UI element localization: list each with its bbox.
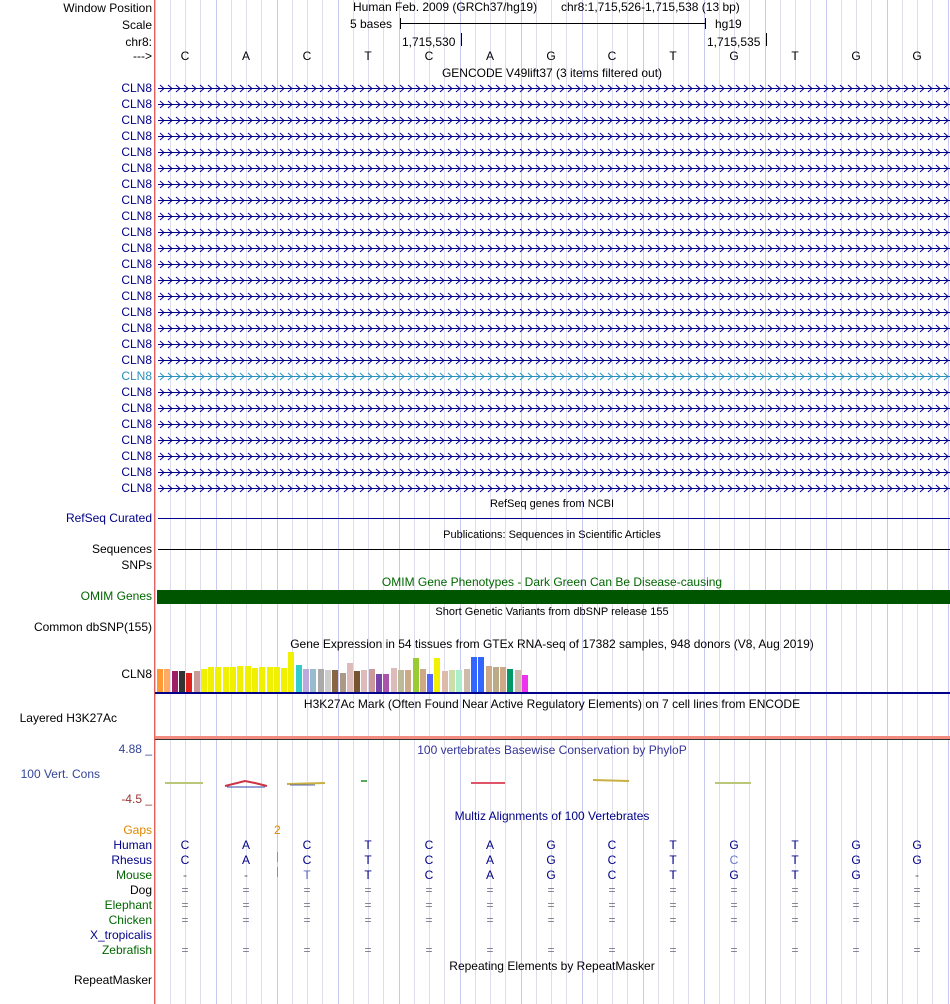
- gaps-label: Gaps: [123, 823, 152, 837]
- gene-row-label[interactable]: CLN8: [121, 225, 152, 239]
- alignment-base: T: [669, 868, 677, 882]
- reference-base: T: [791, 49, 799, 63]
- gtex-tissue-bar[interactable]: [288, 652, 294, 692]
- reference-base: T: [669, 49, 677, 63]
- alignment-base: G: [851, 853, 861, 867]
- gtex-tissue-bar[interactable]: [194, 671, 200, 692]
- alignment-base: =: [669, 943, 677, 957]
- alignment-base: -: [183, 868, 187, 882]
- gtex-tissue-bar[interactable]: [215, 667, 221, 692]
- phylop-label[interactable]: 100 Vert. Cons: [20, 767, 100, 781]
- gene-feature-bar[interactable]: [158, 244, 950, 253]
- window-position-label: Window Position: [63, 1, 152, 15]
- alignment-base: =: [730, 943, 738, 957]
- assembly-title: Human Feb. 2009 (GRCh37/hg19): [353, 0, 538, 14]
- gtex-tissue-bar[interactable]: [434, 658, 440, 692]
- gene-row-label[interactable]: CLN8: [121, 369, 152, 383]
- gtex-tissue-bar[interactable]: [376, 674, 382, 692]
- gene-feature-bar[interactable]: [158, 196, 950, 205]
- gtex-tissue-bar[interactable]: [361, 670, 367, 692]
- gtex-tissue-bar[interactable]: [486, 666, 492, 692]
- gene-feature-bar[interactable]: [158, 100, 950, 109]
- phylop-segment: [225, 781, 267, 786]
- alignment-base: =: [608, 883, 616, 897]
- alignment-base: T: [364, 838, 372, 852]
- reference-base: T: [364, 49, 372, 63]
- alignment-base: =: [669, 913, 677, 927]
- gene-feature-bar[interactable]: [158, 116, 950, 125]
- gtex-tissue-bar[interactable]: [267, 667, 273, 692]
- dbsnp-label[interactable]: Common dbSNP(155): [33, 620, 152, 634]
- alignment-base: =: [425, 898, 433, 912]
- gtex-tissue-bar[interactable]: [340, 673, 346, 692]
- alignment-base: T: [669, 838, 677, 852]
- gtex-tissue-bar[interactable]: [179, 671, 185, 692]
- alignment-base: T: [303, 868, 311, 882]
- gene-row-label[interactable]: CLN8: [121, 465, 152, 479]
- alignment-base: =: [791, 913, 799, 927]
- gtex-tissue-bar[interactable]: [157, 669, 163, 692]
- gene-feature-bar[interactable]: [158, 420, 950, 429]
- alignment-base: =: [425, 943, 433, 957]
- omim-bar[interactable]: [157, 590, 950, 604]
- gtex-tissue-bar[interactable]: [208, 667, 214, 692]
- alignment-base: C: [180, 838, 190, 852]
- gtex-tissue-bar[interactable]: [456, 670, 462, 692]
- gtex-baseline: [155, 692, 950, 694]
- alignment-base: T: [791, 853, 799, 867]
- alignment-base: =: [730, 883, 738, 897]
- alignment-base: =: [303, 943, 311, 957]
- alignment-base: =: [364, 913, 372, 927]
- alignment-base: =: [303, 898, 311, 912]
- phylop-wiggle[interactable]: [155, 770, 950, 795]
- h3k27ac-baseline: [155, 739, 950, 740]
- refseq-line[interactable]: [158, 518, 950, 519]
- coord-1: 1,715,530: [402, 35, 456, 49]
- snps-label[interactable]: SNPs: [121, 558, 152, 572]
- alignment-base: =: [547, 883, 555, 897]
- gene-feature-bar[interactable]: [158, 292, 950, 301]
- species-label: Dog: [129, 883, 152, 897]
- reference-base: C: [180, 49, 190, 63]
- alignment-base: =: [852, 898, 860, 912]
- gene-feature-bar[interactable]: [158, 340, 950, 349]
- gene-feature-bar[interactable]: [158, 260, 950, 269]
- gene-row-label[interactable]: CLN8: [121, 481, 152, 495]
- repeatmasker-label[interactable]: RepeatMasker: [73, 973, 152, 987]
- gtex-tissue-bar[interactable]: [420, 669, 426, 692]
- alignment-base: =: [547, 898, 555, 912]
- strand-label: --->: [133, 49, 152, 63]
- gene-feature-bar[interactable]: [158, 324, 950, 333]
- gencode-title: GENCODE V49lift37 (3 items filtered out): [441, 66, 663, 80]
- species-label: X_tropicalis: [89, 928, 152, 942]
- alignment-base: T: [791, 868, 799, 882]
- gene-feature-bar[interactable]: [158, 484, 950, 493]
- gtex-tissue-bar[interactable]: [274, 667, 280, 692]
- alignment-base: =: [425, 913, 433, 927]
- gtex-gene-label[interactable]: CLN8: [121, 667, 152, 681]
- gene-row-label[interactable]: CLN8: [121, 129, 152, 143]
- omim-label[interactable]: OMIM Genes: [80, 589, 152, 603]
- h3k27ac-label[interactable]: Layered H3K27Ac: [19, 711, 117, 725]
- alignment-base: C: [607, 838, 617, 852]
- alignment-base: =: [547, 913, 555, 927]
- alignment-base: =: [486, 943, 494, 957]
- gene-row-label[interactable]: CLN8: [121, 305, 152, 319]
- gtex-tissue-bar[interactable]: [164, 669, 170, 692]
- alignment-base: =: [486, 898, 494, 912]
- refseq-title: RefSeq genes from NCBI: [489, 498, 615, 510]
- phylop-max-label: 4.88 _: [118, 742, 152, 756]
- alignment-base: =: [913, 943, 921, 957]
- alignment-base: =: [852, 943, 860, 957]
- repeatmasker-title: Repeating Elements by RepeatMasker: [449, 959, 655, 973]
- gtex-tissue-bar[interactable]: [230, 667, 236, 692]
- gtex-tissue-bar[interactable]: [464, 669, 470, 692]
- publications-title: Publications: Sequences in Scientific Articles: [443, 529, 661, 541]
- phylop-segment: [593, 780, 629, 781]
- alignment-base: =: [181, 943, 189, 957]
- alignment-base: =: [913, 898, 921, 912]
- scale-bar-right-tick: [705, 18, 706, 29]
- sequences-label[interactable]: Sequences: [91, 542, 152, 556]
- alignment-base: =: [242, 883, 250, 897]
- gtex-tissue-bar[interactable]: [252, 668, 258, 692]
- gene-feature-bar[interactable]: [158, 276, 950, 285]
- alignment-base: =: [669, 883, 677, 897]
- alignment-base: T: [364, 853, 372, 867]
- gene-feature-bar[interactable]: [158, 468, 950, 477]
- multiz-title: Multiz Alignments of 100 Vertebrates: [454, 809, 650, 823]
- gene-row-label[interactable]: CLN8: [121, 449, 152, 463]
- gtex-tissue-bar[interactable]: [186, 673, 192, 692]
- gene-row-label[interactable]: CLN8: [121, 193, 152, 207]
- gtex-tissue-bar[interactable]: [471, 657, 477, 692]
- alignment-base: G: [851, 868, 861, 882]
- gene-feature-bar[interactable]: [158, 164, 950, 173]
- alignment-base: T: [364, 868, 372, 882]
- alignment-base: C: [302, 838, 312, 852]
- gene-row-label[interactable]: CLN8: [121, 353, 152, 367]
- gene-feature-bar[interactable]: [158, 132, 950, 141]
- alignment-base: =: [608, 898, 616, 912]
- gene-row-label[interactable]: CLN8: [121, 401, 152, 415]
- gene-row-label[interactable]: CLN8: [121, 257, 152, 271]
- gene-row-label[interactable]: CLN8: [121, 321, 152, 335]
- alignment-base: =: [913, 913, 921, 927]
- alignment-base: G: [729, 838, 739, 852]
- coord-2-tick: [766, 33, 767, 46]
- gtex-tissue-bar[interactable]: [172, 671, 178, 692]
- alignment-base: =: [242, 943, 250, 957]
- db-label: hg19: [715, 17, 742, 31]
- alignment-base: =: [730, 913, 738, 927]
- gtex-tissue-bar[interactable]: [296, 665, 302, 692]
- gtex-tissue-bar[interactable]: [201, 669, 207, 692]
- gene-row-label[interactable]: CLN8: [121, 273, 152, 287]
- species-label: Human: [113, 838, 152, 852]
- alignment-base: G: [912, 853, 922, 867]
- species-label: Elephant: [104, 898, 152, 912]
- gene-feature-bar[interactable]: [158, 308, 950, 317]
- alignment-base: C: [302, 853, 312, 867]
- alignment-base: G: [546, 838, 556, 852]
- gene-feature-bar[interactable]: [158, 180, 950, 189]
- gap-marker-rhesus: [277, 852, 278, 862]
- gtex-tissue-bar[interactable]: [354, 671, 360, 692]
- gene-feature-bar[interactable]: [158, 228, 950, 237]
- alignment-base: =: [669, 898, 677, 912]
- coord-1-tick: [461, 33, 462, 46]
- gtex-tissue-bar[interactable]: [318, 669, 324, 692]
- alignment-base: T: [669, 853, 677, 867]
- gene-row-label[interactable]: CLN8: [121, 161, 152, 175]
- alignment-base: =: [181, 898, 189, 912]
- alignment-base: =: [486, 913, 494, 927]
- refseq-label[interactable]: RefSeq Curated: [65, 511, 152, 525]
- alignment-base: G: [546, 853, 556, 867]
- gene-feature-bar[interactable]: [158, 84, 950, 93]
- alignment-base: A: [241, 838, 251, 852]
- alignment-base: =: [913, 883, 921, 897]
- gtex-tissue-bar[interactable]: [369, 669, 375, 692]
- reference-base: A: [485, 49, 495, 63]
- alignment-base: =: [364, 883, 372, 897]
- gtex-tissue-bar[interactable]: [478, 657, 484, 692]
- alignment-base: C: [424, 853, 434, 867]
- alignment-base: C: [424, 868, 434, 882]
- gene-feature-bar[interactable]: [158, 372, 950, 381]
- gtex-bar-chart[interactable]: [155, 652, 950, 692]
- gene-row-label[interactable]: CLN8: [121, 209, 152, 223]
- gene-row-label[interactable]: CLN8: [121, 145, 152, 159]
- coord-2: 1,715,535: [707, 35, 761, 49]
- scale-bar: [400, 23, 706, 24]
- gtex-tissue-bar[interactable]: [442, 671, 448, 692]
- species-label: Chicken: [108, 913, 152, 927]
- alignment-base: =: [730, 898, 738, 912]
- alignment-base: G: [912, 838, 922, 852]
- alignment-base: -: [244, 868, 248, 882]
- dbsnp-title: Short Genetic Variants from dbSNP release 155: [435, 606, 669, 618]
- position-title: chr8:1,715,526-1,715,538 (13 bp): [561, 0, 740, 14]
- alignment-base: A: [485, 838, 495, 852]
- scale-label: Scale: [121, 18, 152, 32]
- gtex-tissue-bar[interactable]: [347, 663, 353, 692]
- alignment-base: G: [546, 868, 556, 882]
- alignment-base: A: [485, 868, 495, 882]
- alignment-base: =: [852, 883, 860, 897]
- gene-row-label[interactable]: CLN8: [121, 385, 152, 399]
- reference-base: C: [302, 49, 312, 63]
- alignment-base: G: [729, 868, 739, 882]
- phylop-segment: [287, 783, 325, 784]
- gtex-tissue-bar[interactable]: [310, 669, 316, 692]
- alignment-base: =: [547, 943, 555, 957]
- gene-row-label[interactable]: CLN8: [121, 177, 152, 191]
- gene-row-label[interactable]: CLN8: [121, 113, 152, 127]
- alignment-base: =: [486, 883, 494, 897]
- alignment-base: C: [607, 853, 617, 867]
- gtex-tissue-bar[interactable]: [237, 666, 243, 692]
- gtex-tissue-bar[interactable]: [413, 658, 419, 692]
- gtex-tissue-bar[interactable]: [391, 668, 397, 692]
- gtex-tissue-bar[interactable]: [427, 674, 433, 692]
- alignment-base: A: [241, 853, 251, 867]
- species-label: Rhesus: [111, 853, 152, 867]
- alignment-base: =: [791, 898, 799, 912]
- gtex-tissue-bar[interactable]: [281, 668, 287, 692]
- track-area: [155, 0, 950, 1004]
- gtex-tissue-bar[interactable]: [398, 670, 404, 692]
- alignment-base: =: [242, 913, 250, 927]
- gtex-tissue-bar[interactable]: [303, 669, 309, 692]
- alignment-base: T: [791, 838, 799, 852]
- gene-row-label[interactable]: CLN8: [121, 417, 152, 431]
- alignment-base: =: [303, 883, 311, 897]
- gene-row-label[interactable]: CLN8: [121, 81, 152, 95]
- gene-row-label[interactable]: CLN8: [121, 433, 152, 447]
- gene-row-label[interactable]: CLN8: [121, 97, 152, 111]
- alignment-base: C: [607, 868, 617, 882]
- reference-base: A: [241, 49, 251, 63]
- gtex-tissue-bar[interactable]: [332, 670, 338, 692]
- gtex-tissue-bar[interactable]: [259, 667, 265, 692]
- alignment-base: =: [303, 913, 311, 927]
- species-label: Mouse: [115, 868, 152, 882]
- alignment-base: =: [852, 913, 860, 927]
- gene-row-label[interactable]: CLN8: [121, 241, 152, 255]
- reference-base: C: [607, 49, 617, 63]
- alignment-base: C: [424, 838, 434, 852]
- gtex-tissue-bar[interactable]: [383, 674, 389, 692]
- alignment-base: =: [608, 913, 616, 927]
- gene-row-label[interactable]: CLN8: [121, 337, 152, 351]
- gap-count: 2: [274, 823, 281, 837]
- species-label: Zebrafish: [101, 943, 152, 957]
- gtex-title: Gene Expression in 54 tissues from GTEx RNA-seq of 17382 samples, 948 donors (V8, Aug 2019): [290, 637, 814, 651]
- alignment-base: =: [791, 883, 799, 897]
- alignment-base: G: [851, 838, 861, 852]
- chrom-label: chr8:: [125, 35, 152, 49]
- gene-feature-bar[interactable]: [158, 212, 950, 221]
- gtex-tissue-bar[interactable]: [507, 669, 513, 692]
- gene-feature-bar[interactable]: [158, 148, 950, 157]
- gtex-tissue-bar[interactable]: [522, 675, 528, 692]
- phylop-title: 100 vertebrates Basewise Conservation by PhyloP: [417, 743, 687, 757]
- reference-base: C: [424, 49, 434, 63]
- gtex-tissue-bar[interactable]: [500, 667, 506, 692]
- scale-text: 5 bases: [350, 17, 393, 31]
- gene-feature-bar[interactable]: [158, 388, 950, 397]
- alignment-base: =: [608, 943, 616, 957]
- alignment-base: =: [791, 943, 799, 957]
- omim-title: OMIM Gene Phenotypes - Dark Green Can Be Disease-causing: [381, 575, 723, 589]
- reference-base: G: [851, 49, 861, 63]
- gap-marker-mouse: [277, 867, 278, 877]
- scale-bar-left-tick: [400, 18, 401, 29]
- alignment-base: A: [485, 853, 495, 867]
- alignment-base: C: [180, 853, 190, 867]
- alignment-base: -: [915, 868, 919, 882]
- gtex-tissue-bar[interactable]: [493, 667, 499, 692]
- gene-feature-bar[interactable]: [158, 404, 950, 413]
- alignment-base: =: [425, 883, 433, 897]
- gtex-tissue-bar[interactable]: [449, 670, 455, 692]
- alignment-base: =: [242, 898, 250, 912]
- reference-base: G: [729, 49, 739, 63]
- alignment-base: =: [364, 898, 372, 912]
- gtex-tissue-bar[interactable]: [325, 670, 331, 692]
- gene-row-label[interactable]: CLN8: [121, 289, 152, 303]
- alignment-base: =: [181, 913, 189, 927]
- gtex-tissue-bar[interactable]: [515, 670, 521, 692]
- alignment-base: C: [729, 853, 739, 867]
- reference-base: G: [546, 49, 556, 63]
- phylop-min-label: -4.5 _: [121, 792, 152, 806]
- reference-base: G: [912, 49, 922, 63]
- gene-feature-bar[interactable]: [158, 452, 950, 461]
- gene-feature-bar[interactable]: [158, 356, 950, 365]
- gtex-tissue-bar[interactable]: [245, 666, 251, 692]
- alignment-base: =: [181, 883, 189, 897]
- h3k27ac-title: H3K27Ac Mark (Often Found Near Active Regulatory Elements) on 7 cell lines from ENCODE: [303, 697, 801, 711]
- gtex-tissue-bar[interactable]: [405, 670, 411, 692]
- gene-feature-bar[interactable]: [158, 436, 950, 445]
- sequences-line[interactable]: [158, 549, 950, 550]
- track-labels: [0, 0, 154, 1004]
- gtex-tissue-bar[interactable]: [223, 667, 229, 692]
- alignment-base: =: [364, 943, 372, 957]
